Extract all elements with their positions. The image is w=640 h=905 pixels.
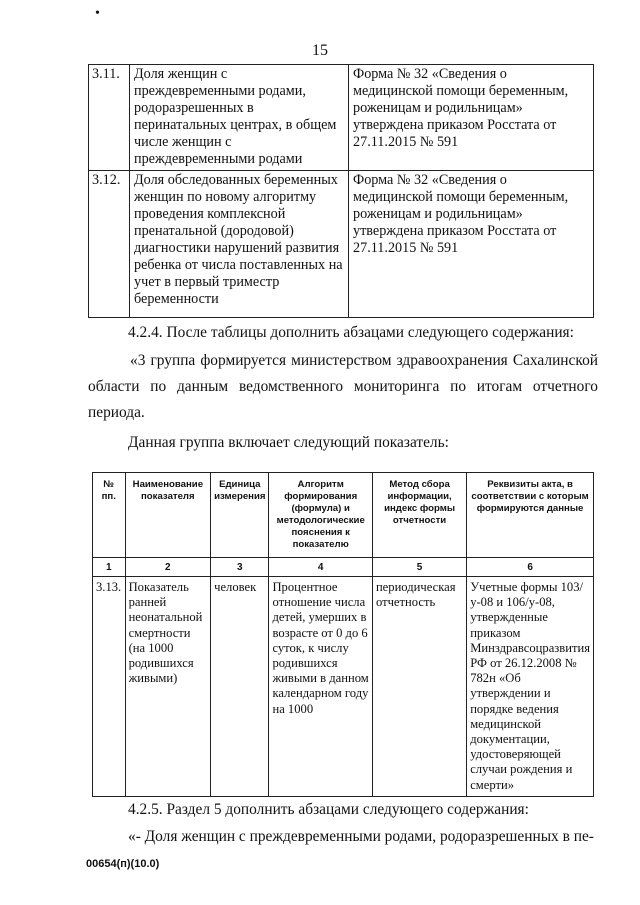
header-number: № пп. bbox=[93, 473, 126, 558]
header-algorithm: Алгоритм формирования (формула) и методологические пояснения к показателю bbox=[269, 473, 372, 558]
page-mark: • bbox=[95, 6, 100, 21]
table-row bbox=[89, 171, 594, 318]
row-number: 3.12. bbox=[89, 171, 130, 318]
column-number: 2 bbox=[125, 558, 211, 577]
group-3-indicator-table bbox=[92, 472, 594, 797]
indicator-name: Показатель ранней неонатальной смертности (на 1000 родившихся живыми) bbox=[125, 577, 211, 797]
header-method: Метод сбора информации, индекс формы отчетности bbox=[372, 473, 466, 558]
page-number: 15 bbox=[312, 42, 328, 59]
row-number: 3.13. bbox=[93, 577, 126, 797]
paragraph-4-2-5: 4.2.5. Раздел 5 дополнить абзацами следующего содержания: bbox=[128, 801, 529, 818]
paragraph-section-5-addition: «- Доля женщин с преждевременными родами, родоразрешенных в пе- bbox=[128, 828, 594, 845]
table-row bbox=[93, 577, 594, 797]
indicator-name: Доля обследованных беременных женщин по новому алгоритму проведения комплексной пренатальной (дородовой) диагностики нарушений развития ребенка от числа поставленных на учет в первый триместр беременности bbox=[130, 171, 349, 318]
table-row bbox=[89, 65, 594, 171]
indicator-name: Доля женщин с преждевременными родами, родоразрешенных в перинатальных центрах, в общем числе женщин с преждевременными родами bbox=[130, 65, 349, 171]
indicator-requisites: Учетные формы 103/у-08 и 106/у-08, утвержденные приказом Минздравсоцразвития РФ от 26.12.2008 № 782н «Об утверждении и порядке ведения медицинской документации, удостоверяющей случаи рождения и смерти» bbox=[467, 577, 594, 797]
column-number: 1 bbox=[93, 558, 126, 577]
paragraph-4-2-4: 4.2.4. После таблицы дополнить абзацами следующего содержания: bbox=[128, 324, 574, 341]
paragraph-group-includes: Данная группа включает следующий показатель: bbox=[128, 434, 449, 451]
header-requisites: Реквизиты акта, в соответствии с которым формируются данные bbox=[467, 473, 594, 558]
paragraph-group-3: «3 группа формируется министерством здравоохранения Сахалинской области по данным ведомственного мониторинга по итогам отчетного периода. bbox=[88, 352, 598, 421]
indicators-table-continued bbox=[88, 64, 594, 318]
column-numbers-row bbox=[93, 558, 594, 577]
indicator-method: периодическая отчетность bbox=[372, 577, 466, 797]
column-number: 6 bbox=[467, 558, 594, 577]
indicator-source: Форма № 32 «Сведения о медицинской помощи беременным, роженицам и родильницам» утверждена приказом Росстата от 27.11.2015 № 591 bbox=[349, 171, 594, 318]
column-number: 3 bbox=[211, 558, 269, 577]
column-number: 4 bbox=[269, 558, 372, 577]
indicator-algorithm: Процентное отношение числа детей, умерших в возрасте от 0 до 6 суток, к числу родившихся живыми в данном календарном году на 1000 bbox=[269, 577, 372, 797]
header-name: Наименование показателя bbox=[125, 473, 211, 558]
indicator-unit: человек bbox=[211, 577, 269, 797]
row-number: 3.11. bbox=[89, 65, 130, 171]
indicator-source: Форма № 32 «Сведения о медицинской помощи беременным, роженицам и родильницам» утверждена приказом Росстата от 27.11.2015 № 591 bbox=[349, 65, 594, 171]
table-header-row bbox=[93, 473, 594, 558]
column-number: 5 bbox=[372, 558, 466, 577]
header-unit: Единица измерения bbox=[211, 473, 269, 558]
document-code: 00654(п)(10.0) bbox=[86, 858, 160, 870]
